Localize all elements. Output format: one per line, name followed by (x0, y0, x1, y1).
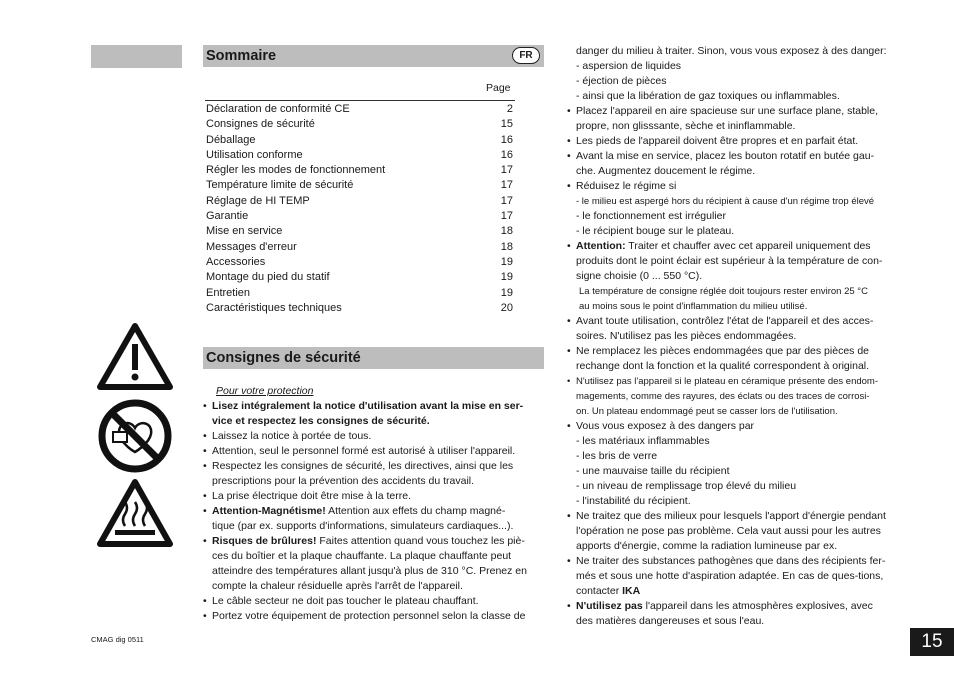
list-item: • Attention: Traiter et chauffer avec cet appareil uniquement des produits dont le point éclair est supérieur à la température de con- signe choisie (0 ... 550 °C). (567, 239, 908, 284)
list-item: • N'utilisez pas l'appareil si le plateau en céramique présente des endom- magements, comme des rayures, des éclats ou des traces de corrosi- on. Un plateau endommagé peut se casser lors de l'utilisation. (567, 374, 908, 419)
toc-page: 15 (500, 118, 513, 131)
toc-label: Température limite de sécurité (206, 179, 354, 192)
toc-row (206, 301, 513, 316)
toc-row (206, 102, 513, 117)
toc-label: Messages d'erreur (206, 240, 297, 253)
toc-row (206, 117, 513, 132)
toc-row (206, 270, 513, 285)
list-item: • Lisez intégralement la notice d'utilisation avant la mise en ser- vice et respectez les consignes de sécurité. (203, 399, 544, 429)
list-item: • Attention, seul le personnel formé est autorisé à utiliser l'appareil. (203, 444, 544, 459)
list-item: • Ne remplacez les pièces endommagées que par des pièces de rechange dont la fonction et la qualité correspondent à original. (567, 344, 908, 374)
page-number: 15 (910, 628, 954, 656)
protection-label: Pour votre protection (216, 385, 314, 397)
toc-page: 19 (500, 271, 513, 284)
language-badge: FR (512, 47, 540, 64)
dash-item: - l'instabilité du récipient. (576, 495, 691, 507)
toc-label: Déclaration de conformité CE (206, 103, 350, 115)
toc-row (206, 148, 513, 163)
toc-label: Régler les modes de fonctionnement (206, 164, 386, 177)
toc-page: 16 (500, 148, 513, 161)
list-item: • Les pieds de l'appareil doivent être propres et en parfait état. (567, 134, 908, 149)
list-item: • Ne traitez que des milieux pour lesquels l'apport d'énergie pendant l'opération ne pose pas problème. Cela vaut aussi pour les autres apports d'énergie, comme la radiation lumineuse par ex. (567, 509, 908, 554)
dash-item: - le fonctionnement est irrégulier (576, 210, 726, 222)
toc-page-label: Page (486, 82, 511, 94)
toc-label: Caractéristiques techniques (206, 301, 342, 314)
toc-page: 17 (500, 210, 513, 223)
toc-label: Déballage (206, 133, 256, 146)
list-item: • Risques de brûlures! Faites attention quand vous touchez les piè- ces du boîtier et la plaque chauffante. La plaque chauffante peut atteindre des températures allant jusqu'à plus de 310 °C. Prenez en compte la chaleur résiduelle après l'arrêt de l'appareil. (203, 534, 544, 594)
toc-page: 18 (500, 225, 513, 238)
toc-row (206, 178, 513, 193)
toc-page: 17 (500, 179, 513, 192)
list-item: • Réduisez le régime si (567, 179, 908, 194)
securite-title: Consignes de sécurité (206, 350, 361, 366)
list-item: • Attention-Magnétisme! Attention aux effets du champ magné- tique (par ex. supports d'informations, simulateurs cardiaques...). (203, 504, 544, 534)
securite-header (203, 347, 544, 369)
dash-item: - une mauvaise taille du récipient (576, 465, 730, 477)
toc-page: 20 (500, 301, 513, 314)
list-item: • N'utilisez pas l'appareil dans les atmosphères explosives, avec des matières dangereuses et sous l'eau. (567, 599, 908, 629)
toc-divider (205, 100, 515, 101)
hot-surface-icon (97, 478, 173, 548)
toc-label: Consignes de sécurité (206, 118, 315, 131)
toc-page: 19 (500, 255, 513, 268)
toc-row (206, 163, 513, 178)
dash-item: - aspersion de liquides (576, 60, 682, 72)
toc-row (206, 194, 513, 209)
list-item: • Portez votre équipement de protection personnel selon la classe de (203, 609, 544, 624)
dash-item: - ainsi que la libération de gaz toxiques ou inflammables. (576, 90, 840, 102)
note: La température de consigne réglée doit toujours rester environ 25 °C au moins sous le point d'inflammation du milieu utilisé. (579, 286, 868, 312)
dash-item: - le récipient bouge sur le plateau. (576, 225, 735, 237)
list-item: • Avant la mise en service, placez les bouton rotatif en butée gau- che. Augmentez doucement le régime. (567, 149, 908, 179)
toc-label: Utilisation conforme (206, 148, 303, 161)
no-pacemaker-icon (97, 398, 173, 474)
right-column (567, 44, 908, 629)
safety-instructions-column (203, 384, 544, 624)
list-item: • Le câble secteur ne doit pas toucher le plateau chauffant. (203, 594, 544, 609)
toc-page: 17 (500, 164, 513, 177)
list-item: • Avant toute utilisation, contrôlez l'état de l'appareil et des acces- soires. N'utilisez pas les pièces endommagées. (567, 314, 908, 344)
dash-item: - les matériaux inflammables (576, 435, 710, 447)
list-item: • La prise électrique doit être mise à la terre. (203, 489, 544, 504)
toc-row (206, 209, 513, 224)
grey-tab (91, 45, 182, 68)
document-code: CMAG dig 0511 (91, 635, 144, 644)
list-item: • Placez l'appareil en aire spacieuse sur une surface plane, stable, propre, non glisssante, sèche et ininflammable. (567, 104, 908, 134)
toc-row (206, 286, 513, 301)
list-item-continued: danger du milieu à traiter. Sinon, vous vous exposez à des danger: (576, 45, 887, 57)
toc-row (206, 224, 513, 239)
toc-label: Mise en service (206, 225, 283, 238)
list-item: • Respectez les consignes de sécurité, les directives, ainsi que les prescriptions pour la prévention des accidents du travail. (203, 459, 544, 489)
list-item: • Vous vous exposez à des dangers par (567, 419, 908, 434)
toc-page: 18 (500, 240, 513, 253)
toc-row (206, 240, 513, 255)
dash-item: - les bris de verre (576, 450, 658, 462)
toc-label: Entretien (206, 286, 251, 299)
sommaire-header (203, 45, 544, 67)
toc-label: Garantie (206, 210, 249, 223)
list-item: • Ne traiter des substances pathogènes que dans des récipients fer- més et sous une hotte d'aspiration adaptée. En cas de ques-tions, contacter IKA (567, 554, 908, 599)
dash-item: - le milieu est aspergé hors du récipient à cause d'un régime trop élevé (576, 196, 875, 207)
sommaire-title: Sommaire (206, 48, 277, 64)
toc-page: 2 (506, 103, 513, 115)
toc-page: 16 (500, 133, 513, 146)
toc-page: 19 (500, 286, 513, 299)
dash-item: - éjection de pièces (576, 75, 667, 87)
toc-label: Accessories (206, 255, 266, 268)
table-of-contents (206, 102, 513, 316)
dash-item: - un niveau de remplissage trop élevé du milieu (576, 480, 797, 492)
warning-triangle-icon (97, 322, 173, 390)
toc-label: Montage du pied du statif (206, 271, 330, 284)
toc-page: 17 (500, 194, 513, 207)
toc-label: Réglage de HI TEMP (206, 194, 310, 207)
toc-row (206, 255, 513, 270)
list-item: • Laissez la notice à portée de tous. (203, 429, 544, 444)
toc-row (206, 133, 513, 148)
